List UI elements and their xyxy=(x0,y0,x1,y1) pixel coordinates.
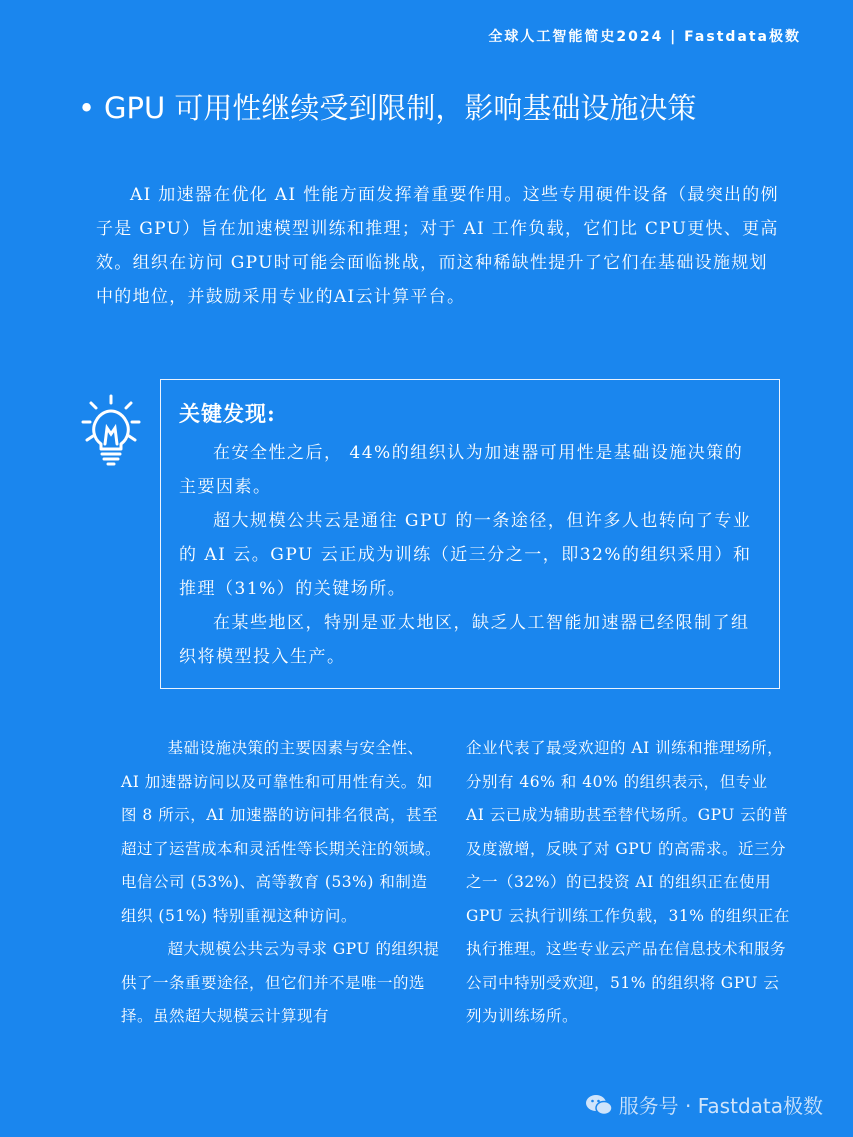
left-paragraph: 超大规模公共云为寻求 GPU 的组织提供了一条重要途径，但它们并不是唯一的选择。虽然超大规模云计算现有 xyxy=(121,940,440,1025)
key-finding-item: 在安全性之后， 44%的组织认为加速器可用性是基础设施决策的主要因素。 xyxy=(179,443,744,497)
lightbulb-icon xyxy=(80,394,142,466)
left-column xyxy=(121,732,441,1034)
wechat-icon xyxy=(585,1093,613,1117)
key-findings-title: 关键发现: xyxy=(179,401,276,426)
left-paragraph: 基础设施决策的主要因素与安全性、AI 加速器访问以及可靠性和可用性有关。如图 8 所示，AI 加速器的访问排名很高，甚至超过了运营成本和灵活性等长期关注的领域。电信公司 (53%)、高等教育 (53%) 和制造组织 (51%) 特别重视这种访问。 xyxy=(121,739,442,925)
watermark xyxy=(585,1090,823,1119)
key-findings-box xyxy=(160,379,780,689)
title-bullet: • xyxy=(78,91,96,125)
key-finding-item: 在某些地区，特别是亚太地区，缺乏人工智能加速器已经限制了组织将模型投入生产。 xyxy=(179,613,750,667)
right-paragraph: 企业代表了最受欢迎的 AI 训练和推理场所，分别有 46% 和 40% 的组织表示，但专业 AI 云已成为辅助甚至替代场所。GPU 云的普及度激增，反映了对 GPU 的高需求。近三分之一（32%）的已投资 AI 的组织正在使用 GPU 云执行训练工作负载，31% 的组织正在执行推理。这些专业云产品在信息技术和服务公司中特别受欢迎，51% 的组织将 GPU 云列为训练场所。 xyxy=(466,739,790,1025)
right-column xyxy=(466,732,791,1034)
intro-paragraph: AI 加速器在优化 AI 性能方面发挥着重要作用。这些专用硬件设备（最突出的例子是 GPU）旨在加速模型训练和推理；对于 AI 工作负载，它们比 CPU更快、更高效。组织在访问 GPU时可能会面临挑战，而这种稀缺性提升了它们在基础设施规划中的地位，并鼓励采用专业的AI云计算平台。 xyxy=(96,185,779,307)
section-title xyxy=(78,86,818,130)
title-text: GPU 可用性继续受到限制，影响基础设施决策 xyxy=(104,91,697,125)
watermark-text: 服务号 · Fastdata极数 xyxy=(618,1094,823,1118)
key-finding-item: 超大规模公共云是通往 GPU 的一条途径，但许多人也转向了专业的 AI 云。GPU 云正成为训练（近三分之一，即32%的组织采用）和推理（31%）的关键场所。 xyxy=(179,511,752,599)
page-header: 全球人工智能简史2024 | Fastdata极数 xyxy=(488,29,801,45)
